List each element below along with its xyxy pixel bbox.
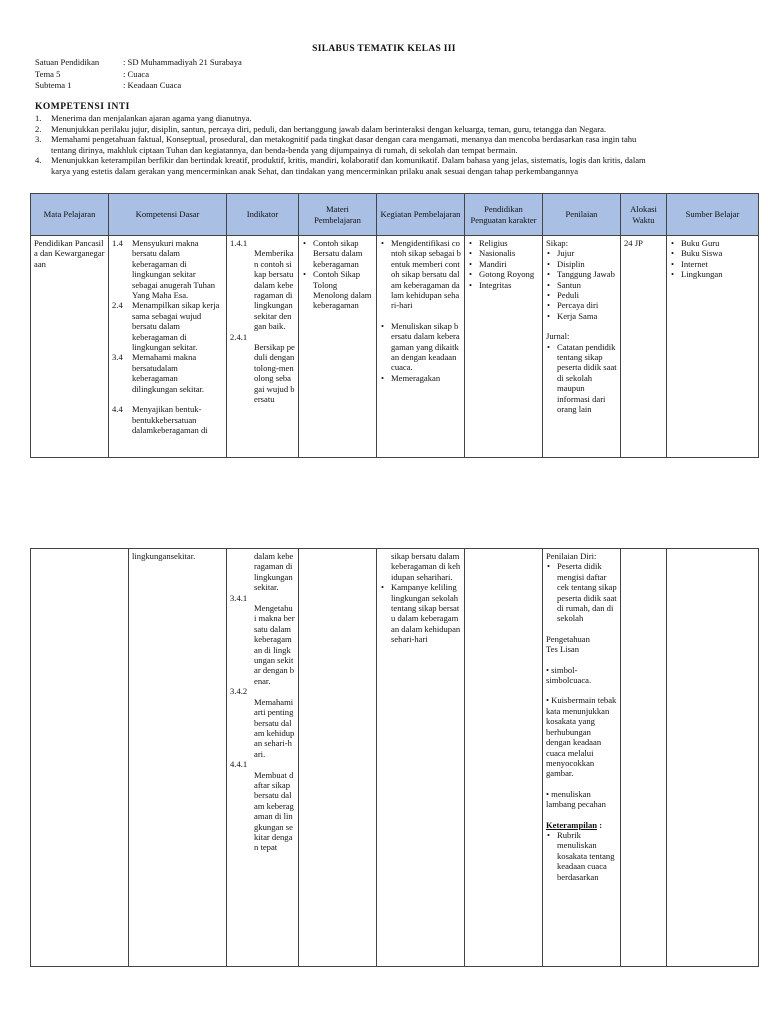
syllabus-table-part-1 bbox=[30, 193, 759, 458]
indikator-text: Memberikan contoh sikap bersatu dalam keberagaman di lingkungan sekitar dengan baik. bbox=[254, 248, 294, 332]
cell-materi bbox=[299, 549, 377, 967]
meta-label: Tema 5 bbox=[35, 68, 61, 79]
cell-karakter bbox=[465, 549, 543, 967]
list-item: • Religius bbox=[479, 238, 539, 248]
list-item: • Buku Siswa bbox=[681, 248, 755, 258]
jurnal-label: Jurnal: bbox=[546, 331, 570, 342]
kegiatan-list bbox=[380, 238, 461, 383]
keterampilan-suffix: : bbox=[597, 819, 603, 830]
meta-row bbox=[35, 57, 242, 69]
cell-kd bbox=[109, 236, 227, 458]
ki-number: 1. bbox=[35, 113, 42, 123]
kd-number: 1.4 bbox=[112, 238, 123, 248]
cell-indikator bbox=[227, 549, 299, 967]
list-item: • Nasionalis bbox=[479, 248, 539, 258]
meta-label: Subtema 1 bbox=[35, 80, 72, 90]
kd-number: 2.4 bbox=[112, 300, 123, 311]
list-item: • Internet bbox=[681, 259, 755, 269]
kd-item bbox=[112, 238, 223, 300]
list-item: • Peserta didik mengisi daftar cek tentang sikap peserta didik saat di rumah, dan di sekolah bbox=[557, 561, 617, 623]
cell-sumber bbox=[667, 236, 759, 458]
ki-item bbox=[35, 155, 763, 166]
pengetahuan-label: Pengetahuan bbox=[546, 633, 590, 644]
kegiatan-text: sikap bersatu dalam keberagaman di kehidupan seharihari. bbox=[391, 551, 461, 582]
indikator-number: 4.4.1 bbox=[230, 759, 248, 770]
sikap-label: Sikap: bbox=[546, 238, 568, 248]
ki-number: 4. bbox=[35, 155, 42, 166]
col-header-kd: Kompetensi Dasar bbox=[109, 194, 227, 236]
list-item: • Catatan pendidik tentang sikap peserta didik saat di sekolah maupun informasi dari orang lain bbox=[557, 342, 617, 415]
keterampilan-heading bbox=[546, 820, 617, 830]
penilaian-text: • menuliskan lambang pecahan bbox=[546, 788, 606, 810]
kd-text: Menyajikan bentuk-bentukkebersatuan dalamkeberagaman di bbox=[132, 404, 208, 435]
ki-number: 2. bbox=[35, 123, 42, 134]
col-header-materi: Materi Pembelajaran bbox=[299, 194, 377, 236]
mapel-text: Pendidikan Pancasila dan Kewarganegaraan bbox=[34, 238, 105, 269]
cell-penilaian bbox=[543, 236, 621, 458]
penilaian-text: • simbol-simbolcuaca. bbox=[546, 664, 592, 686]
identity-block bbox=[35, 57, 242, 92]
col-header-alokasi: Alokasi Waktu bbox=[621, 194, 667, 236]
ki-text: Menunjukkan perilaku jujur, disiplin, santun, percaya diri, peduli, dan bertanggung jawab dalam berinteraksi dengan keluarga, teman, guru, tetangga dan Negara. bbox=[51, 123, 607, 134]
alokasi-value: 24 JP bbox=[624, 238, 643, 248]
list-item: • Lingkungan bbox=[681, 269, 755, 279]
meta-row bbox=[35, 69, 242, 81]
keterampilan-label: Keterampilan bbox=[546, 819, 598, 830]
indikator-number: 3.4.1 bbox=[230, 592, 248, 603]
meta-value: : Cuaca bbox=[123, 68, 150, 79]
cell-alokasi bbox=[621, 549, 667, 967]
col-header-mapel: Mata Pelajaran bbox=[31, 194, 109, 236]
ki-item bbox=[35, 134, 763, 145]
list-item: • Santun bbox=[557, 280, 617, 290]
list-item: • Tanggung Jawab bbox=[557, 269, 617, 279]
ki-text-continuation: karya yang estetis dalam gerakan yang mencerminkan anak Sehat, dan tindakan yang mencerminkan prilaku anak sesuai dengan tahap perkembangannya bbox=[51, 165, 579, 176]
kompetensi-inti-list bbox=[35, 113, 763, 177]
list-item: • Integritas bbox=[479, 280, 539, 290]
col-header-penilaian: Penilaian bbox=[543, 194, 621, 236]
col-header-karakter: Pendidikan Penguatan karakter bbox=[465, 194, 543, 236]
ki-text: Memahami pengetahuan faktual, Konseptual, prosedural, dan metakognitif pada tingkat dasar dengan cara mengamati, menanya dan mencoba berdasarkan rasa ingin tahu bbox=[51, 134, 637, 145]
kd-item bbox=[112, 300, 223, 352]
col-header-kegiatan: Kegiatan Pembelajaran bbox=[377, 194, 465, 236]
indikator-number: 1.4.1 bbox=[230, 238, 248, 248]
indikator-text: Bersikap peduli dengan tolong-menolong sebagai wujud bersatu bbox=[254, 342, 295, 405]
kd-number: 3.4 bbox=[112, 352, 123, 363]
kd-text: lingkungansekitar. bbox=[132, 551, 196, 561]
list-item: • Jujur bbox=[557, 248, 617, 258]
penilaian-diri-list bbox=[546, 561, 617, 623]
cell-mapel bbox=[31, 236, 109, 458]
indikator-text: Memahami arti penting bersatu dalam kehidupan sehari-hari. bbox=[254, 696, 295, 759]
cell-penilaian bbox=[543, 549, 621, 967]
list-item: • Contoh Sikap Tolong Menolong dalam keberagaman bbox=[313, 269, 373, 311]
ki-item bbox=[35, 124, 763, 135]
page-title: SILABUS TEMATIK KELAS III bbox=[312, 44, 456, 54]
list-item: • Kampanye keliling lingkungan sekolah tentang sikap bersatu dalam keberagaman dalam kehidupan sehari-hari bbox=[391, 582, 461, 644]
list-item: • Percaya diri bbox=[557, 300, 617, 310]
cell-mapel bbox=[31, 549, 129, 967]
list-item: • Mandiri bbox=[479, 259, 539, 269]
cell-indikator bbox=[227, 236, 299, 458]
penilaian-diri-label: Penilaian Diri: bbox=[546, 551, 597, 561]
meta-row bbox=[35, 80, 242, 92]
sikap-list bbox=[546, 248, 617, 321]
ki-text-continuation: tentang dirinya, makhluk ciptaan Tuhan dan kegiatannya, dan benda-benda yang dijumpainya di rumah, di sekolah dan tempat bermain. bbox=[51, 144, 518, 155]
list-item: • Memeragakan bbox=[391, 373, 461, 383]
indikator-text: Mengetahui makna bersatu dalam keberagaman di lingkungan sekitar dengan benar. bbox=[254, 603, 295, 686]
list-item: • Gotong Royong bbox=[479, 269, 539, 279]
ki-text: Menerima dan menjalankan ajaran agama yang dianutnya. bbox=[51, 113, 252, 123]
kd-text: Memahami makna bersatudalam keberagaman dilingkungan sekitar. bbox=[132, 352, 205, 394]
col-header-indikator: Indikator bbox=[227, 194, 299, 236]
kd-text: Menampilkan sikap kerja sama sebagai wujud bersatu dalam keberagaman di lingkungan sekitar. bbox=[132, 300, 220, 353]
jurnal-list bbox=[546, 342, 617, 415]
kompetensi-inti-heading: KOMPETENSI INTI bbox=[35, 102, 130, 112]
list-item: • Peduli bbox=[557, 290, 617, 300]
kd-item bbox=[112, 404, 223, 435]
cell-karakter bbox=[465, 236, 543, 458]
cell-kegiatan bbox=[377, 236, 465, 458]
table-header-row bbox=[31, 194, 759, 236]
meta-value: : SD Muhammadiyah 21 Surabaya bbox=[123, 57, 242, 67]
list-item: • Contoh sikap Bersatu dalam keberagaman bbox=[313, 238, 373, 269]
indikator-number: 3.4.2 bbox=[230, 686, 248, 697]
ki-text: Menunjukkan keterampilan berfikir dan bertindak kreatif, produktif, kritis, mandiri, kolaboratif dan komunikatif. Dalam bahasa yang jelas, sistematis, logis dan kritis, dalam bbox=[51, 155, 646, 166]
ki-number: 3. bbox=[35, 134, 42, 145]
keterampilan-list bbox=[546, 830, 617, 882]
cell-kegiatan bbox=[377, 549, 465, 967]
indikator-number: 2.4.1 bbox=[230, 331, 248, 342]
table-row bbox=[31, 236, 759, 458]
kd-item bbox=[112, 352, 223, 394]
cell-alokasi bbox=[621, 236, 667, 458]
list-item: • Buku Guru bbox=[681, 238, 755, 248]
kd-number: 4.4 bbox=[112, 404, 123, 415]
col-header-sumber: Sumber Belajar bbox=[667, 194, 759, 236]
cell-sumber bbox=[667, 549, 759, 967]
table-row bbox=[31, 549, 759, 967]
meta-value: : Keadaan Cuaca bbox=[123, 80, 182, 90]
list-item: • Rubrik menuliskan kosakata tentang keadaan cuaca berdasarkan bbox=[557, 830, 617, 882]
list-item: • Mengidentifikasi contoh sikap sebagai bentuk memberi contoh sikap bersatu dalam keberagaman dalam kehidupan sehari-hari bbox=[391, 238, 461, 311]
kd-text: Mensyukuri makna bersatu dalam keberagaman di lingkungan sekitar sebagai anugerah Tuhan Yang Maha Esa. bbox=[132, 238, 216, 301]
cell-materi bbox=[299, 236, 377, 458]
list-item: • Kerja Sama bbox=[557, 311, 617, 321]
materi-list bbox=[302, 238, 373, 311]
karakter-list bbox=[468, 238, 539, 290]
list-item: • Disiplin bbox=[557, 259, 617, 269]
cell-kd bbox=[129, 549, 227, 967]
sumber-list bbox=[670, 238, 755, 280]
syllabus-table-part-2 bbox=[30, 548, 759, 967]
list-item: • Menuliskan sikap bersatu dalam keberagaman yang dikaitkan dengan keadaan cuaca. bbox=[391, 321, 461, 373]
penilaian-text: • Kuisbermain tebak kata menunjukkan kosakata yang berhubungan dengan keadaan cuaca melalui menyocokkan gambar. bbox=[546, 695, 617, 779]
kegiatan-list bbox=[380, 582, 461, 644]
indikator-text: dalam keberagaman di lingkungan sekitar. bbox=[254, 551, 294, 593]
indikator-text: Membuat daftar sikap bersatu dalam keberagaman di lingkungan sekitar dengan tepat bbox=[254, 769, 294, 853]
tes-lisan-label: Tes Lisan bbox=[546, 644, 580, 655]
meta-label: Satuan Pendidikan bbox=[35, 57, 100, 67]
ki-item bbox=[35, 113, 763, 124]
